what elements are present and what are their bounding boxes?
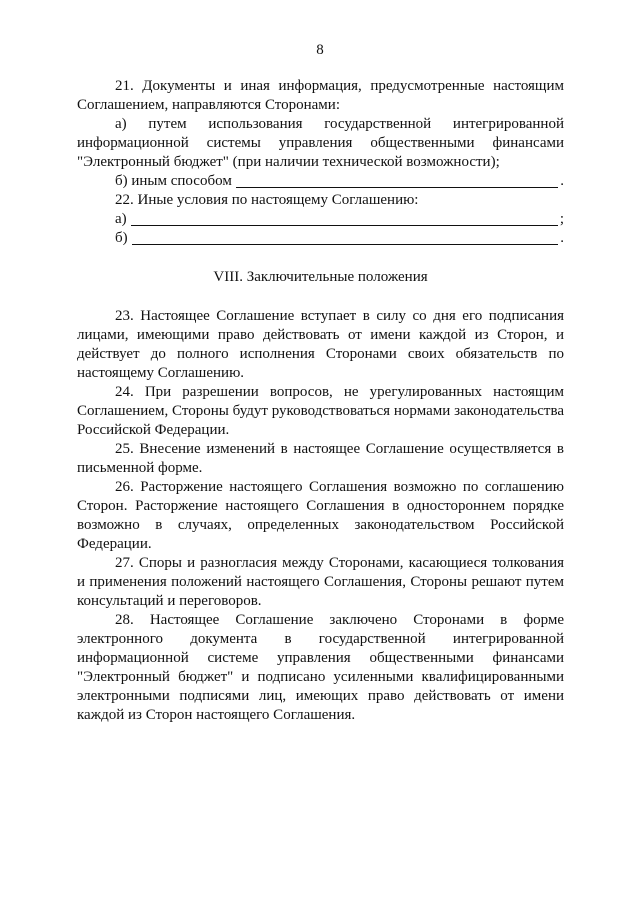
clause-22-a-label: а) bbox=[115, 211, 127, 227]
clause-21-a: а) путем использования государственной интегрированной информационной системы управления общественными финансами "Электронный бюджет" (при наличии технической возможности); bbox=[77, 116, 564, 170]
clause-22-a-end: ; bbox=[559, 211, 564, 227]
clause-21-b-blank-line bbox=[236, 173, 558, 188]
clause-26: 26. Расторжение настоящего Соглашения возможно по соглашению Сторон. Расторжение настоящего Соглашения в одностороннем порядке возможно в случаях, определенных законодательством Российской Федерации. bbox=[77, 479, 564, 552]
clause-22-b-blank-line bbox=[132, 230, 559, 245]
clause-22-a-blank-line bbox=[131, 211, 558, 226]
clause-22-b-label: б) bbox=[115, 230, 128, 246]
clause-21: 21. Документы и иная информация, предусмотренные настоящим Соглашением, направляются Сторонами: bbox=[77, 78, 564, 113]
clause-28: 28. Настоящее Соглашение заключено Сторонами в форме электронного документа в государственной интегрированной информационной системе управления общественными финансами "Электронный бюджет" и подписано усиленными квалифицированными электронными подписями лиц, имеющих право действовать от имени каждой из Сторон настоящего Соглашения. bbox=[77, 612, 564, 723]
clause-25: 25. Внесение изменений в настоящее Соглашение осуществляется в письменной форме. bbox=[77, 441, 564, 476]
clause-21-b-end: . bbox=[560, 173, 564, 189]
page-number: 8 bbox=[316, 42, 324, 58]
spacer bbox=[77, 287, 564, 307]
clause-21-b bbox=[77, 172, 564, 191]
clause-22-a bbox=[77, 210, 564, 229]
clause-23: 23. Настоящее Соглашение вступает в силу со дня его подписания лицами, имеющими право действовать от имени каждой из Сторон, и действует до полного исполнения Сторонами своих обязательств по настоящему Соглашению. bbox=[77, 308, 564, 381]
clause-22-b bbox=[77, 229, 564, 248]
clause-22-b-end: . bbox=[560, 230, 564, 246]
clause-22: 22. Иные условия по настоящему Соглашению: bbox=[115, 192, 419, 208]
spacer bbox=[77, 248, 564, 268]
clause-24: 24. При разрешении вопросов, не урегулированных настоящим Соглашением, Стороны будут руководствоваться нормами законодательства Российской Федерации. bbox=[77, 384, 564, 438]
clause-21-b-label: б) иным способом bbox=[115, 173, 232, 189]
clause-27: 27. Споры и разногласия между Сторонами, касающиеся толкования и применения положений настоящего Соглашения, Стороны решают путем консультаций и переговоров. bbox=[77, 555, 564, 609]
document-body bbox=[77, 77, 564, 725]
section-title: VIII. Заключительные положения bbox=[213, 269, 428, 285]
